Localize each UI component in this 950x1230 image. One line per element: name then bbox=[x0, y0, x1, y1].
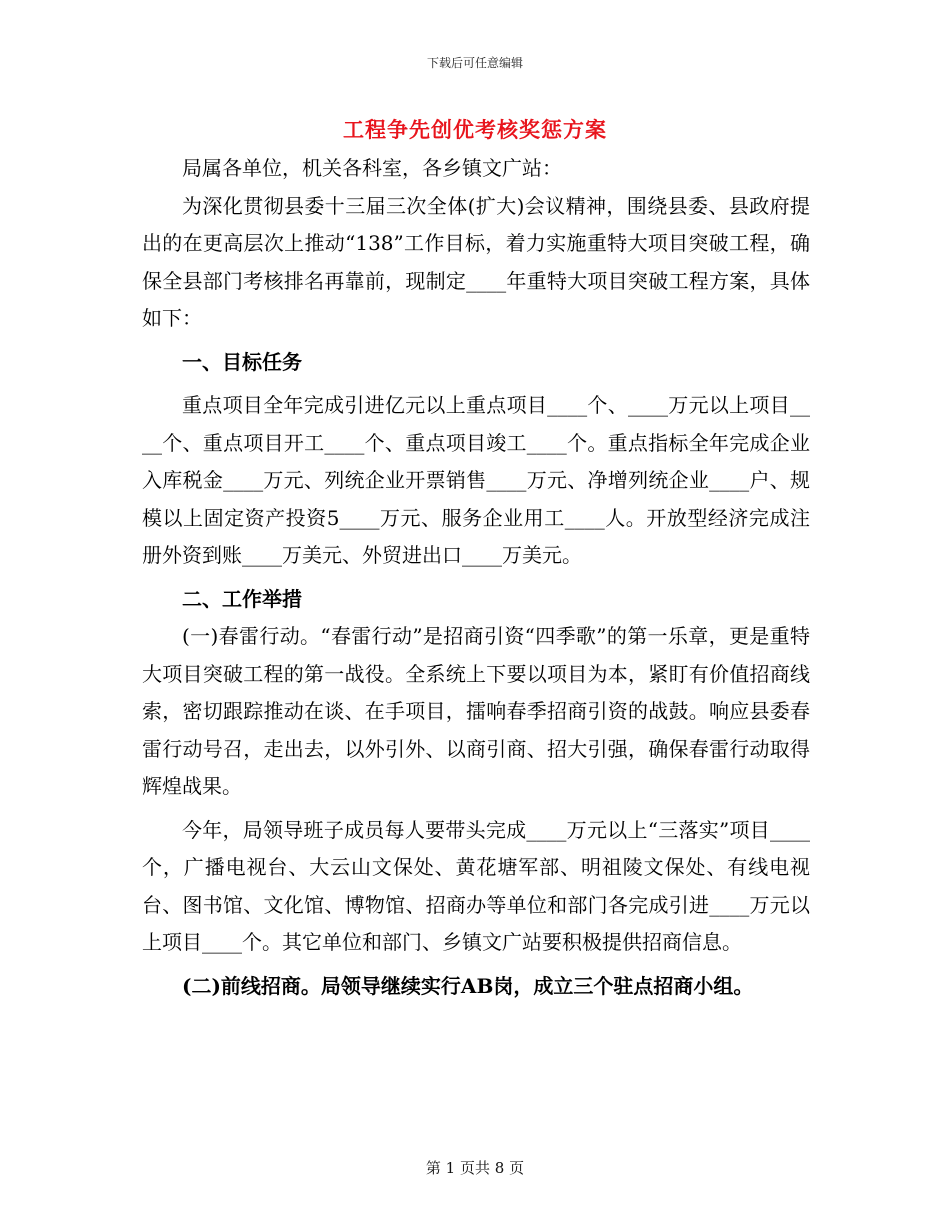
section-heading-measures: 二、工作举措 bbox=[182, 586, 302, 611]
document-body bbox=[142, 150, 810, 1005]
salutation: 局属各单位，机关各科室，各乡镇文广站： bbox=[182, 156, 562, 180]
frontline-paragraph: (二)前线招商。局领导继续实行AB岗，成立三个驻点招商小组。 bbox=[182, 973, 754, 998]
page-footer: 第 1 页共 8 页 bbox=[425, 1159, 525, 1177]
leadership-paragraph: 今年，局领导班子成员每人要带头完成____万元以上“三落实”项目____个，广播电视台、大云山文保处、黄花塘军部、明祖陵文保处、有线电视台、图书馆、文化馆、博物馆、招商办等单位和部门各完成引进____万元以上项目____个。其它单位和部门、乡镇文广站要积极提供招商信息。 bbox=[142, 817, 810, 954]
goals-paragraph: 重点项目全年完成引进亿元以上重点项目____个、____万元以上项目____个、重点项目开工____个、重点项目竣工____个。重点指标全年完成企业入库税金____万元、列统企业开票销售____万元、净增列统企业____户、规模以上固定资产投资5____万元、服务企业用工____人。开放型经济完成注册外资到账____万美元、外贸进出口____万美元。 bbox=[142, 393, 810, 567]
header-note: 下载后可任意编辑 bbox=[426, 56, 523, 70]
spring-thunder-paragraph: (一)春雷行动。“春雷行动”是招商引资“四季歌”的第一乐章，更是重特大项目突破工程的第一战役。全系统上下要以项目为本，紧盯有价值招商线索，密切跟踪推动在谈、在手项目，擂响春季招商引资的战鼓。响应县委春雷行动号召，走出去，以外引外、以商引商、招大引强，确保春雷行动取得辉煌战果。 bbox=[142, 624, 810, 798]
document-title: 工程争先创优考核奖惩方案 bbox=[343, 117, 607, 142]
intro-paragraph: 为深化贯彻县委十三届三次全体(扩大)会议精神，围绕县委、县政府提出的在更高层次上推动“138”工作目标，着力实施重特大项目突破工程，确保全县部门考核排名再靠前，现制定____年重特大项目突破工程方案，具体如下： bbox=[142, 193, 810, 330]
section-heading-goals: 一、目标任务 bbox=[182, 349, 302, 374]
